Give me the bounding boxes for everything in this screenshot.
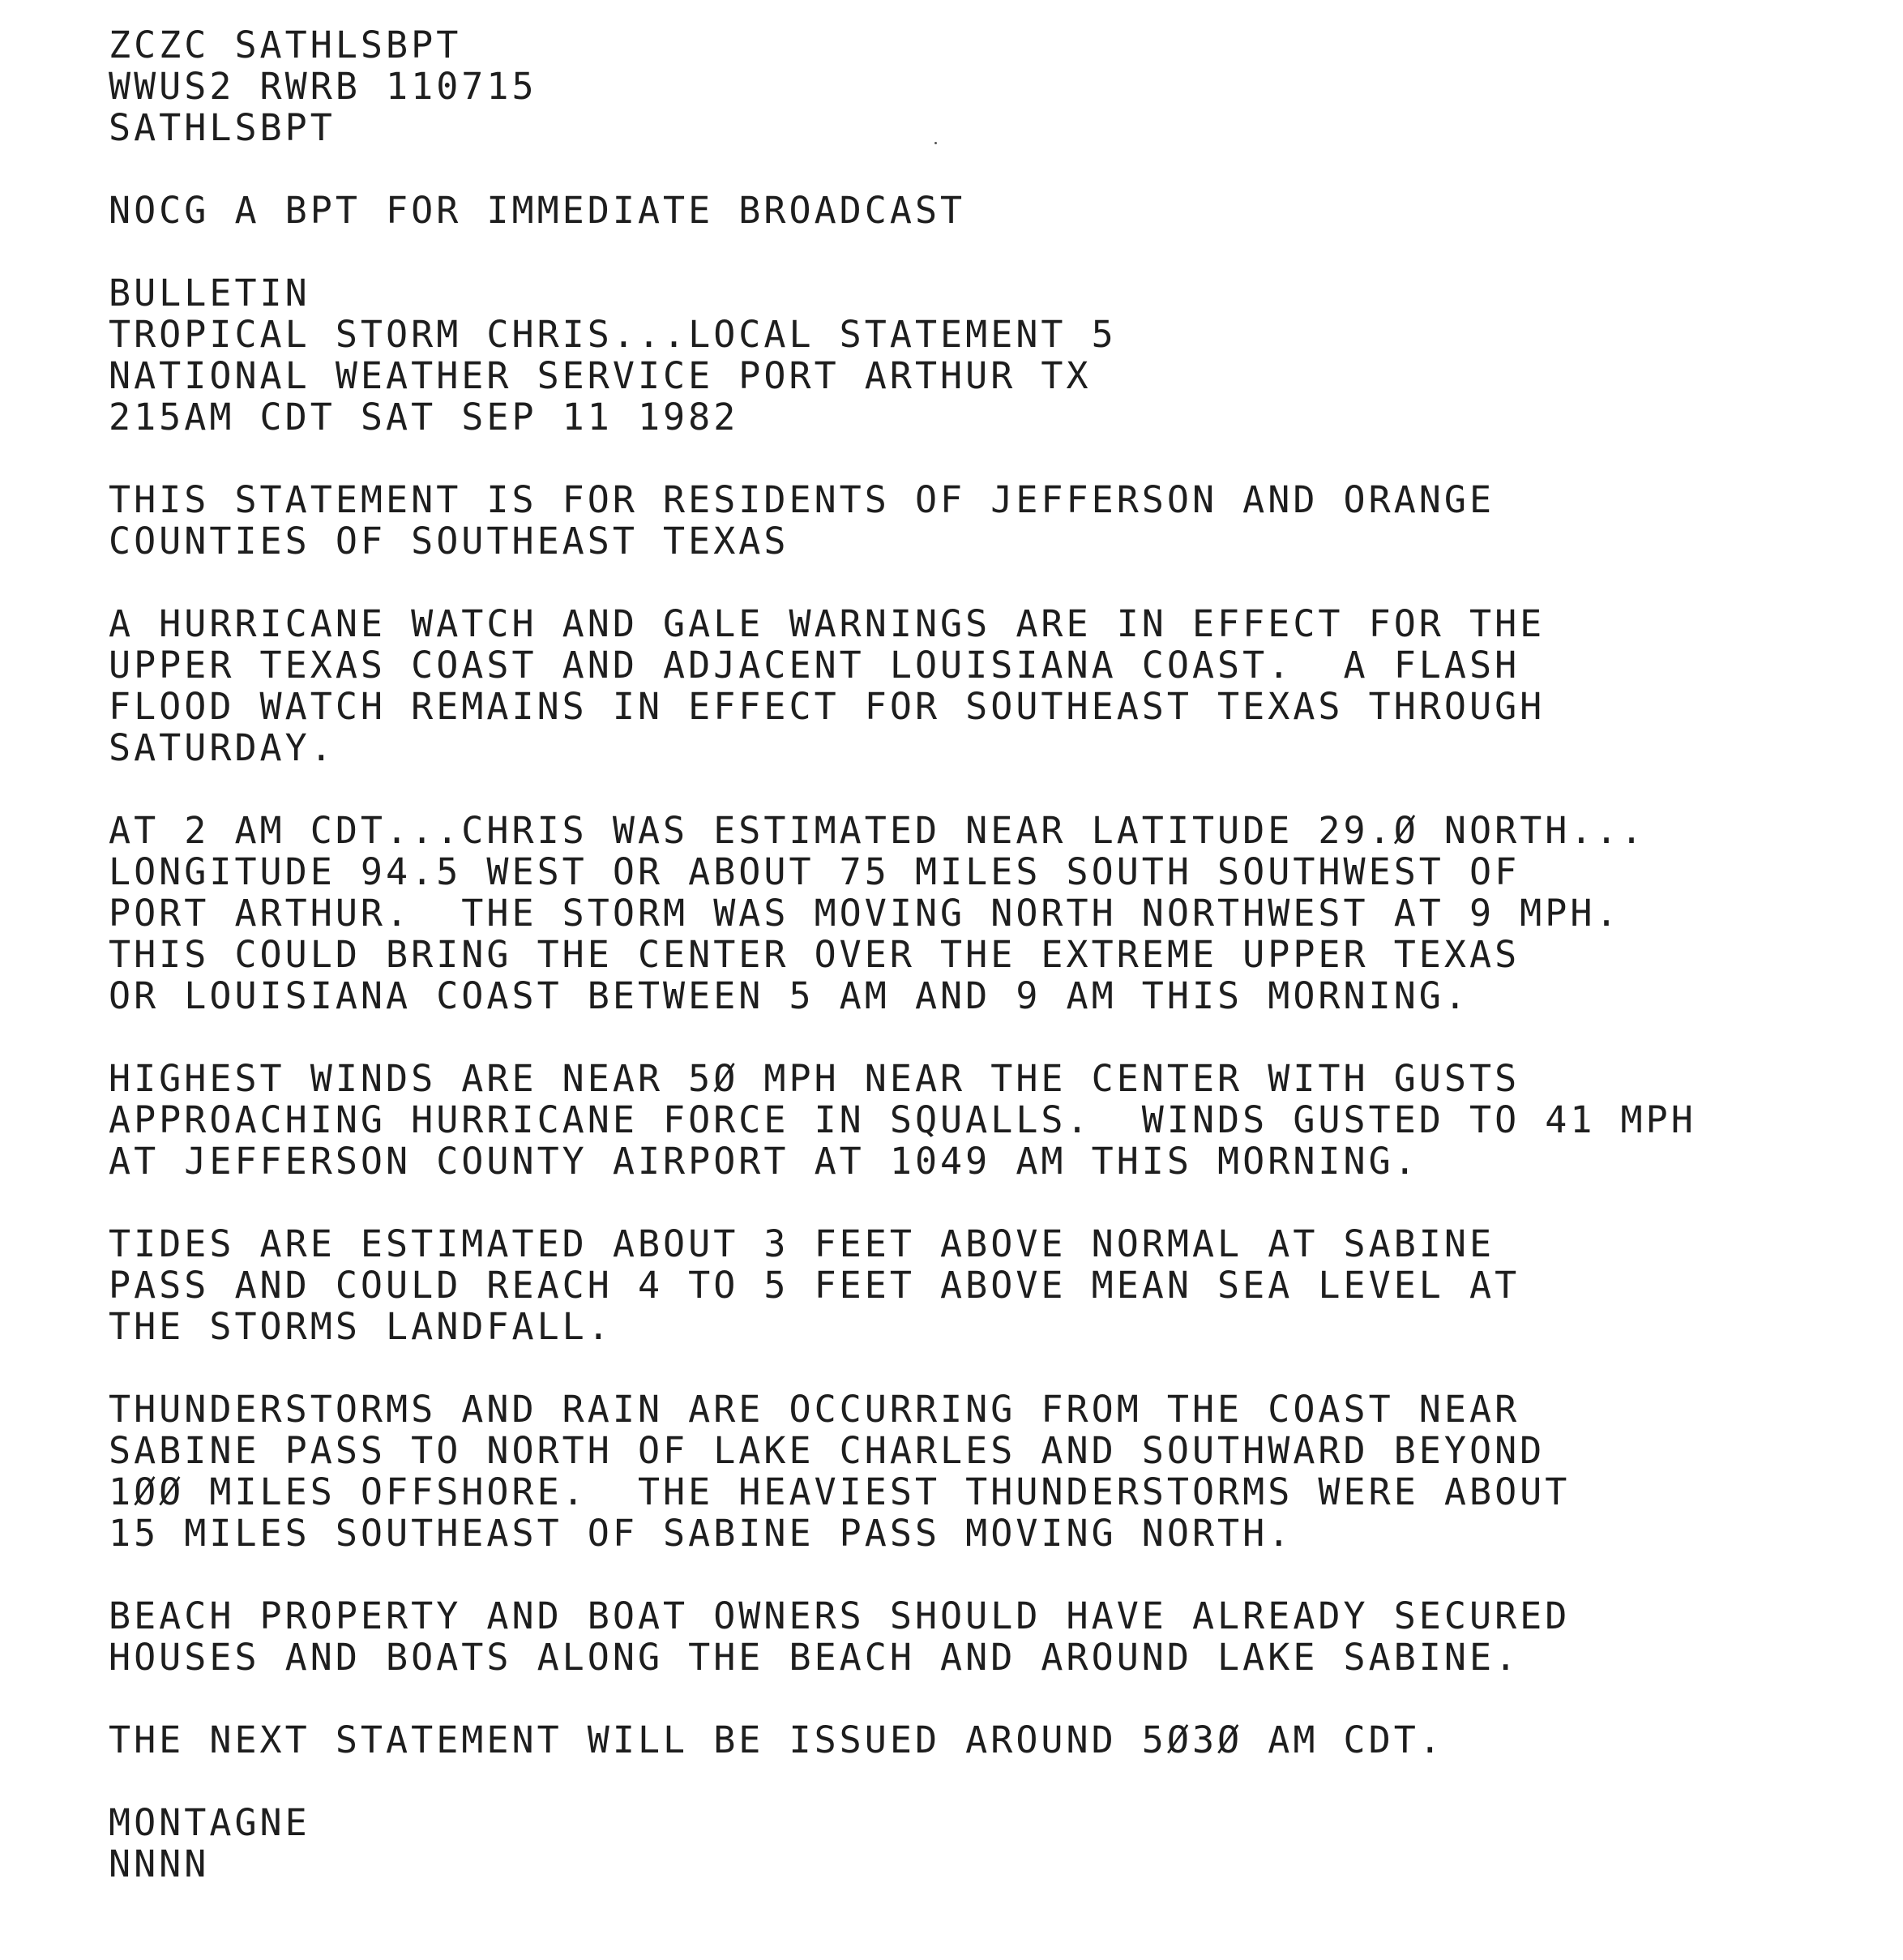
paragraph-line: BEACH PROPERTY AND BOAT OWNERS SHOULD HAVE ALREADY SECURED bbox=[109, 1594, 1571, 1637]
paragraph-line: HIGHEST WINDS ARE NEAR 5Ø MPH NEAR THE CENTER WITH GUSTS bbox=[109, 1057, 1520, 1100]
paragraph-line: APPROACHING HURRICANE FORCE IN SQUALLS. WINDS GUSTED TO 41 MPH bbox=[109, 1098, 1696, 1141]
paragraph-audience bbox=[109, 479, 1851, 562]
bulletin-title-block bbox=[109, 272, 1851, 438]
paragraph-line: THE STORMS LANDFALL. bbox=[109, 1305, 613, 1348]
paragraph-position bbox=[109, 810, 1851, 1016]
header-line: SATHLSBPT bbox=[109, 106, 336, 149]
header-line: WWUS2 RWRB 110715 bbox=[109, 65, 537, 108]
paragraph-winds bbox=[109, 1058, 1851, 1182]
paragraph-tides bbox=[109, 1223, 1851, 1347]
paragraph-next-statement bbox=[109, 1719, 1851, 1761]
paragraph-line: 1ØØ MILES OFFSHORE. THE HEAVIEST THUNDERSTORMS WERE ABOUT bbox=[109, 1470, 1571, 1513]
signature-block bbox=[109, 1802, 1851, 1885]
paragraph-line: LONGITUDE 94.5 WEST OR ABOUT 75 MILES SOUTH SOUTHWEST OF bbox=[109, 850, 1520, 893]
paragraph-line: AT JEFFERSON COUNTY AIRPORT AT 1049 AM THIS MORNING. bbox=[109, 1140, 1419, 1183]
routing-instruction bbox=[109, 190, 1851, 231]
paragraph-watches bbox=[109, 603, 1851, 768]
paragraph-line: 15 MILES SOUTHEAST OF SABINE PASS MOVING NORTH. bbox=[109, 1512, 1294, 1555]
paragraph-line: AT 2 AM CDT...CHRIS WAS ESTIMATED NEAR LATITUDE 29.Ø NORTH... bbox=[109, 809, 1646, 852]
paragraph-line: THE NEXT STATEMENT WILL BE ISSUED AROUND 5Ø3Ø AM CDT. bbox=[109, 1718, 1444, 1761]
signature-name: MONTAGNE bbox=[109, 1801, 310, 1844]
paragraph-line: THUNDERSTORMS AND RAIN ARE OCCURRING FROM THE COAST NEAR bbox=[109, 1388, 1520, 1431]
paragraph-line: FLOOD WATCH REMAINS IN EFFECT FOR SOUTHEAST TEXAS THROUGH bbox=[109, 685, 1546, 728]
paragraph-line: PASS AND COULD REACH 4 TO 5 FEET ABOVE MEAN SEA LEVEL AT bbox=[109, 1264, 1520, 1307]
paragraph-line: SABINE PASS TO NORTH OF LAKE CHARLES AND SOUTHWARD BEYOND bbox=[109, 1429, 1546, 1472]
header-line: ZCZC SATHLSBPT bbox=[109, 24, 462, 66]
paragraph-precautions bbox=[109, 1595, 1851, 1678]
paragraph-line: SATURDAY. bbox=[109, 726, 336, 769]
title-line: NATIONAL WEATHER SERVICE PORT ARTHUR TX bbox=[109, 354, 1092, 397]
bulletin-text bbox=[109, 24, 1851, 1885]
paragraph-line: HOUSES AND BOATS ALONG THE BEACH AND AROUND LAKE SABINE. bbox=[109, 1636, 1520, 1679]
title-line: TROPICAL STORM CHRIS...LOCAL STATEMENT 5 bbox=[109, 313, 1117, 356]
paragraph-line: TIDES ARE ESTIMATED ABOUT 3 FEET ABOVE NORMAL AT SABINE bbox=[109, 1222, 1495, 1265]
paragraph-line: UPPER TEXAS COAST AND ADJACENT LOUISIANA COAST. A FLASH bbox=[109, 644, 1520, 687]
title-line: 215AM CDT SAT SEP 11 1982 bbox=[109, 396, 739, 439]
paragraph-line: OR LOUISIANA COAST BETWEEN 5 AM AND 9 AM THIS MORNING. bbox=[109, 974, 1469, 1017]
paragraph-line: A HURRICANE WATCH AND GALE WARNINGS ARE IN EFFECT FOR THE bbox=[109, 602, 1546, 645]
paragraph-line: THIS STATEMENT IS FOR RESIDENTS OF JEFFERSON AND ORANGE bbox=[109, 478, 1495, 521]
paragraph-thunderstorms bbox=[109, 1389, 1851, 1554]
end-of-message: NNNN bbox=[109, 1842, 210, 1885]
title-line: BULLETIN bbox=[109, 272, 310, 315]
paragraph-line: THIS COULD BRING THE CENTER OVER THE EXTREME UPPER TEXAS bbox=[109, 933, 1520, 976]
routing-line: NOCG A BPT FOR IMMEDIATE BROADCAST bbox=[109, 189, 966, 232]
paragraph-line: COUNTIES OF SOUTHEAST TEXAS bbox=[109, 520, 789, 563]
message-header bbox=[109, 24, 1851, 148]
paragraph-line: PORT ARTHUR. THE STORM WAS MOVING NORTH NORTHWEST AT 9 MPH. bbox=[109, 892, 1621, 935]
